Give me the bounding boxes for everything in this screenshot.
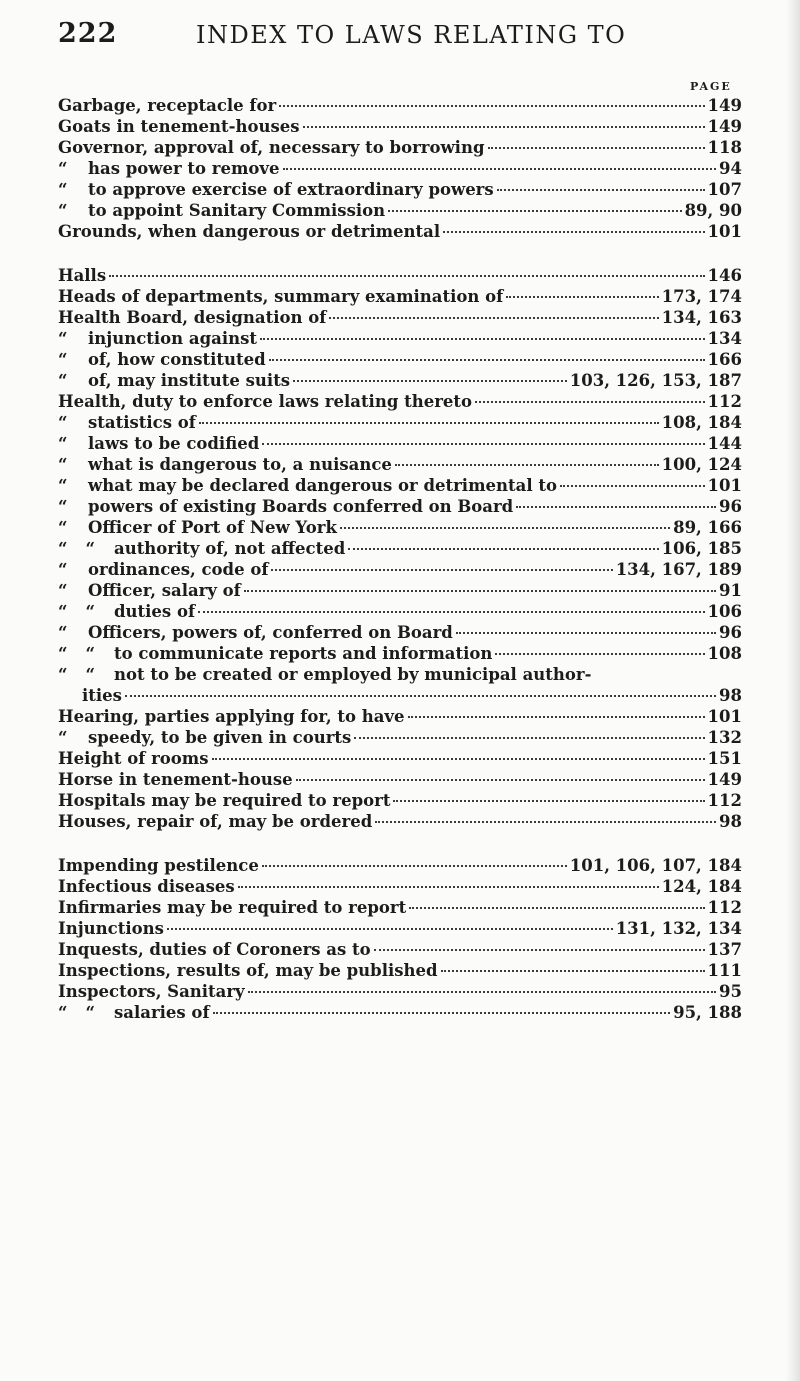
index-entry: [58, 180, 742, 201]
dot-leader: [269, 359, 705, 361]
entry-pages: 98: [719, 812, 742, 831]
page-number: 222: [58, 18, 118, 49]
entry-text: Officer, salary of: [88, 581, 241, 600]
index-entry: [58, 898, 742, 919]
dot-leader: [375, 821, 716, 823]
entry-text: has power to remove: [88, 159, 280, 178]
entry-text: salaries of: [114, 1003, 210, 1022]
entry-pages: 94: [719, 159, 742, 178]
entry-text: Governor, approval of, necessary to borrowing: [58, 138, 485, 157]
dot-leader: [262, 865, 567, 867]
entry-pages: 149: [707, 96, 742, 115]
dot-leader: [374, 949, 705, 951]
index-entry: [58, 138, 742, 159]
entry-pages: 89, 166: [673, 518, 742, 537]
entry-pages: 91: [719, 581, 742, 600]
index-entry: [58, 812, 742, 833]
entry-pages: 134: [707, 329, 742, 348]
index-entry: [58, 497, 742, 518]
dot-leader: [283, 168, 717, 170]
ditto-mark: “: [58, 180, 68, 199]
index-entry: [58, 350, 742, 371]
index-entry: [58, 329, 742, 350]
index-entry: [58, 539, 742, 560]
entry-text: Horse in tenement-house: [58, 770, 293, 789]
index-entry: [58, 518, 742, 539]
entry-pages: 134, 167, 189: [615, 560, 742, 579]
ditto-mark: “: [58, 413, 68, 432]
ditto-mark: “ “: [58, 539, 95, 558]
index-entry: [58, 707, 742, 728]
entry-pages: 101: [707, 476, 742, 495]
entry-text: Health, duty to enforce laws relating thereto: [58, 392, 473, 411]
entry-pages: 100, 124: [661, 455, 742, 474]
entry-pages: 95: [719, 982, 742, 1001]
dot-leader: [248, 991, 716, 993]
entry-pages: 144: [707, 434, 742, 453]
entry-pages: 132: [707, 728, 742, 747]
entry-text: Halls: [58, 266, 107, 285]
entry-pages: 149: [707, 117, 742, 136]
entry-text: Inspectors, Sanitary: [58, 982, 245, 1001]
entry-pages: 108: [707, 644, 742, 663]
entry-pages: 106: [707, 602, 742, 621]
index-entry: [58, 728, 742, 749]
index-entry: [58, 392, 742, 413]
ditto-mark: “: [58, 159, 68, 178]
entry-text: powers of existing Boards conferred on Board: [88, 497, 514, 516]
dot-leader: [271, 569, 612, 571]
entry-pages: 101: [707, 222, 742, 241]
index-entry: [58, 434, 742, 455]
index-section: [58, 266, 742, 833]
entry-pages: 137: [707, 940, 742, 959]
entry-pages: 89, 90: [684, 201, 742, 220]
ditto-mark: “: [58, 581, 68, 600]
dot-leader: [408, 716, 705, 718]
ditto-mark: “ “: [58, 644, 95, 663]
dot-leader: [296, 779, 705, 781]
dot-leader: [260, 338, 705, 340]
entry-pages: 131, 132, 134: [615, 919, 742, 938]
dot-leader: [443, 231, 704, 233]
dot-leader: [393, 800, 704, 802]
dot-leader: [560, 485, 705, 487]
entry-text: Heads of departments, summary examination of: [58, 287, 504, 306]
index-entry: [58, 602, 742, 623]
entry-text: Hearing, parties applying for, to have: [58, 707, 405, 726]
entry-text: Grounds, when dangerous or detrimental: [58, 222, 441, 241]
entry-text: not to be created or employed by municipal author-: [114, 665, 592, 684]
entry-text: Officer of Port of New York: [88, 518, 337, 537]
entry-pages: 112: [707, 392, 742, 411]
dot-leader: [244, 590, 716, 592]
entry-pages: 111: [707, 961, 742, 980]
index-entry: [58, 940, 742, 961]
dot-leader: [388, 210, 681, 212]
index-entry: [58, 96, 742, 117]
entry-text: what is dangerous to, a nuisance: [88, 455, 392, 474]
entry-text: Garbage, receptacle for: [58, 96, 277, 115]
entry-text: Height of rooms: [58, 749, 209, 768]
index-entry: [58, 770, 742, 791]
ditto-mark: “: [58, 455, 68, 474]
entry-text: Houses, repair of, may be ordered: [58, 812, 373, 831]
index-entry: [58, 644, 742, 665]
index-entry: [58, 665, 742, 686]
ditto-mark: “: [58, 728, 68, 747]
index-entry: [58, 201, 742, 222]
page-column-label: PAGE: [690, 80, 732, 93]
dot-leader: [497, 189, 705, 191]
dot-leader: [456, 632, 716, 634]
ditto-mark: “: [58, 497, 68, 516]
index-entry: [58, 877, 742, 898]
dot-leader: [279, 105, 704, 107]
index-entry: [58, 159, 742, 180]
entry-pages: 107: [707, 180, 742, 199]
entry-pages: 96: [719, 497, 742, 516]
dot-leader: [488, 147, 705, 149]
ditto-mark: “ “: [58, 1003, 95, 1022]
ditto-mark: “: [58, 371, 68, 390]
dot-leader: [167, 928, 613, 930]
entry-text: speedy, to be given in courts: [88, 728, 352, 747]
dot-leader: [340, 527, 670, 529]
entry-text: laws to be codified: [88, 434, 260, 453]
dot-leader: [198, 611, 704, 613]
index-list: [58, 96, 742, 1024]
ditto-mark: “ “: [58, 665, 95, 684]
dot-leader: [506, 296, 658, 298]
ditto-mark: “: [58, 434, 68, 453]
ditto-mark: “: [58, 476, 68, 495]
ditto-mark: “: [58, 350, 68, 369]
entry-pages: 112: [707, 898, 742, 917]
dot-leader: [329, 317, 658, 319]
index-entry: [58, 1003, 742, 1024]
entry-text: Infirmaries may be required to report: [58, 898, 407, 917]
page-edge-shadow: [786, 0, 800, 1381]
index-entry: [58, 117, 742, 138]
index-entry: [58, 791, 742, 812]
dot-leader: [395, 464, 659, 466]
index-entry: [58, 686, 742, 707]
entry-pages: 101: [707, 707, 742, 726]
index-section: [58, 96, 742, 243]
entry-text: statistics of: [88, 413, 196, 432]
entry-pages: 151: [707, 749, 742, 768]
entry-text: ities: [82, 686, 122, 705]
index-entry: [58, 222, 742, 243]
entry-text: Inspections, results of, may be published: [58, 961, 438, 980]
dot-leader: [125, 695, 716, 697]
dot-leader: [109, 275, 704, 277]
entry-pages: 173, 174: [661, 287, 742, 306]
dot-leader: [441, 970, 705, 972]
dot-leader: [212, 758, 705, 760]
entry-pages: 166: [707, 350, 742, 369]
entry-text: duties of: [114, 602, 196, 621]
index-entry: [58, 560, 742, 581]
entry-text: ordinances, code of: [88, 560, 269, 579]
index-section: [58, 856, 742, 1024]
index-entry: [58, 476, 742, 497]
entry-text: what may be declared dangerous or detrimental to: [88, 476, 557, 495]
index-entry: [58, 308, 742, 329]
ditto-mark: “ “: [58, 602, 95, 621]
entry-text: Officers, powers of, conferred on Board: [88, 623, 453, 642]
index-entry: [58, 919, 742, 940]
index-entry: [58, 371, 742, 392]
page-header: [58, 18, 760, 58]
index-entry: [58, 266, 742, 287]
entry-text: authority of, not affected: [114, 539, 346, 558]
entry-text: to approve exercise of extraordinary powers: [88, 180, 494, 199]
entry-text: Goats in tenement-houses: [58, 117, 300, 136]
entry-text: to communicate reports and information: [114, 644, 493, 663]
entry-text: Hospitals may be required to report: [58, 791, 391, 810]
ditto-mark: “: [58, 518, 68, 537]
index-entry: [58, 413, 742, 434]
index-entry: [58, 961, 742, 982]
entry-text: Injunctions: [58, 919, 164, 938]
index-entry: [58, 749, 742, 770]
dot-leader: [213, 1012, 671, 1014]
entry-pages: 149: [707, 770, 742, 789]
dot-leader: [293, 380, 567, 382]
running-head: INDEX TO LAWS RELATING TO: [196, 21, 627, 49]
entry-pages: 101, 106, 107, 184: [569, 856, 742, 875]
entry-pages: 118: [707, 138, 742, 157]
dot-leader: [262, 443, 704, 445]
entry-pages: 124, 184: [661, 877, 742, 896]
entry-text: of, how constituted: [88, 350, 266, 369]
entry-pages: 112: [707, 791, 742, 810]
dot-leader: [475, 401, 705, 403]
dot-leader: [495, 653, 704, 655]
entry-text: to appoint Sanitary Commission: [88, 201, 386, 220]
dot-leader: [199, 422, 659, 424]
dot-leader: [303, 126, 705, 128]
entry-pages: 103, 126, 153, 187: [569, 371, 742, 390]
entry-text: injunction against: [88, 329, 258, 348]
dot-leader: [238, 886, 659, 888]
dot-leader: [409, 907, 704, 909]
entry-pages: 108, 184: [661, 413, 742, 432]
entry-text: Impending pestilence: [58, 856, 259, 875]
index-entry: [58, 455, 742, 476]
entry-pages: 134, 163: [661, 308, 742, 327]
index-entry: [58, 581, 742, 602]
entry-text: Infectious diseases: [58, 877, 235, 896]
index-entry: [58, 623, 742, 644]
dot-leader: [516, 506, 716, 508]
entry-pages: 106, 185: [661, 539, 742, 558]
entry-pages: 146: [707, 266, 742, 285]
entry-text: Inquests, duties of Coroners as to: [58, 940, 371, 959]
index-entry: [58, 982, 742, 1003]
index-entry: [58, 856, 742, 877]
entry-pages: 96: [719, 623, 742, 642]
ditto-mark: “: [58, 329, 68, 348]
index-entry: [58, 287, 742, 308]
entry-pages: 95, 188: [673, 1003, 742, 1022]
ditto-mark: “: [58, 560, 68, 579]
entry-pages: 98: [719, 686, 742, 705]
entry-text: of, may institute suits: [88, 371, 291, 390]
dot-leader: [354, 737, 704, 739]
ditto-mark: “: [58, 623, 68, 642]
entry-text: Health Board, designation of: [58, 308, 327, 327]
dot-leader: [348, 548, 658, 550]
ditto-mark: “: [58, 201, 68, 220]
